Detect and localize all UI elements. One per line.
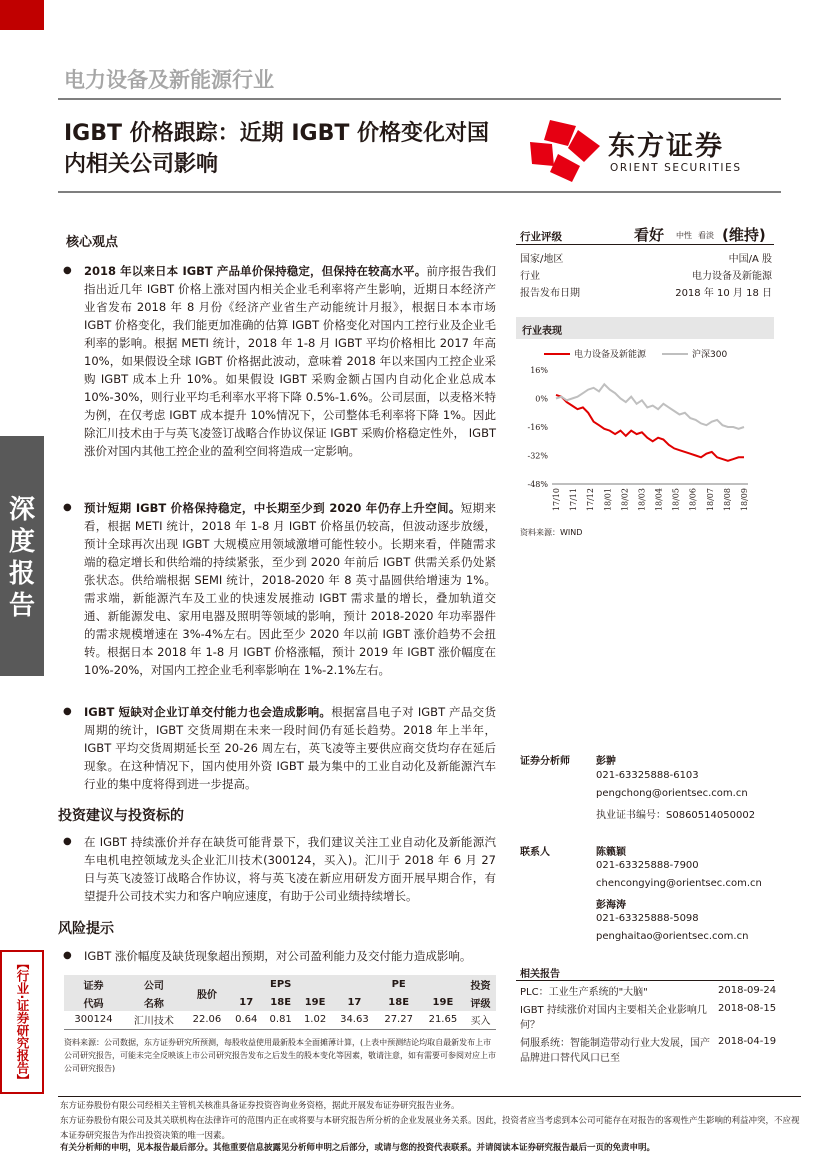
- x-tick-label: 18/05: [671, 488, 681, 512]
- th-year: 17: [229, 993, 263, 1011]
- th-pe: PE: [332, 975, 465, 993]
- y-tick-label: -32%: [527, 451, 548, 461]
- performance-source: 资料来源：WIND: [520, 528, 583, 537]
- related-item[interactable]: IGBT 持续涨价对国内主要相关企业影响几何？: [520, 1005, 707, 1031]
- bullet-body: 前序报告我们指出近几年 IGBT 价格上涨对国内相关企业毛利率将产生影响，近期日本经济产业省发布 2018 年 8 月份《经济产业省生产动能统计月报》，根据日本本市场 IGBT 价格变化，我们能更加准确的估算 IGBT 价格变化对国内工控行业及企业毛利率的影响。根据 METI 统计，2018 年 1-8 月 IGBT 平均价格相比 2017 年高 10%，如果假设全球 IGBT 价格据此波动，意味着 2018 年以来国内工控企业采购 IGBT 成本上升 10%。如果假设 IGBT 采购金额占国内自动化企业总成本 10%-30%，则行业平均毛利率水平将下降 0.5%-1.6%。公司层面，以麦格米特为例，在仅考虑 IGBT 成本提升 10%情况下，公司整体毛利率将下降 1%。因此除汇川技术由于与英飞凌签订战略合作协议保证 IGBT 采购价格稳定性外， IGBT 涨价对国内其他工控企业的盈利空间将造成一定影响。: [84, 264, 497, 458]
- logo-text-cn: 东方证券: [608, 131, 724, 162]
- rating-row-key: 国家/地区: [520, 254, 564, 265]
- analyst-name: 彭翀: [596, 756, 616, 767]
- red-corner: [0, 0, 44, 30]
- bullet-lead: 预计短期 IGBT 价格保持稳定，中长期至少到 2020 年仍存上升空间。: [84, 501, 461, 515]
- bullet-body: 根据富昌电子对 IGBT 产品交货周期的统计，IGBT 交货周期在未来一段时间仍有延长趋势。2018 年上半年，IGBT 平均交货周期延长至 20-26 周左右，英飞凌等主要供应商交货均存在延后现象。在这种情况下，国内使用外资 IGBT 最为集中的工业自动化及新能源汽车行业的集中度将得到进一步提高。: [84, 705, 496, 791]
- contact-label: 联系人: [520, 847, 550, 858]
- related-heading: 相关报告: [520, 969, 560, 980]
- cell: 27.27: [384, 1014, 413, 1026]
- bullet-body: 短期来看，根据 METI 统计，2018 年 1-8 月 IGBT 价格虽仍较高，但波动逐步放缓，预计全球再次出现 IGBT 大规模应用领域激增可能性较小。长期来看，伴随需求端的稳定增长和供给端的持续紧张，至少到 2020 年前后 IGBT 供需关系仍处紧张状态。供给端根据 SEMI 统计，2018-2020 年 8 英寸晶圆供给增速为 1%。需求端，新能源汽车及工业的快速发展推动 IGBT 需求量的增长，叠加轨道交通、新能源发电、家用电器及照明等领域的影响，预计 2018-2020 年功率器件的需求规模增速在 3%-4%左右。因此至少 2020 年以前 IGBT 涨价趋势不会扭转。根据日本 2018 年 1-8 月 IGBT 价格涨幅，预计 2019 年 IGBT 涨价幅度在 10%-20%，对国内工控企业毛利率影响在 1%-2.1%左右。: [84, 501, 497, 677]
- footer-disclaimer-1: 东方证券股份有限公司经相关主管机关核准具备证券投资咨询业务资格，据此开展发布证券研究报告业务。: [60, 1101, 460, 1111]
- th-year: 19E: [298, 993, 332, 1011]
- rating-maintain: (维持): [722, 226, 766, 244]
- cell: 21.65: [428, 1014, 458, 1026]
- analyst-cert: 执业证书编号：S0860514050002: [596, 810, 756, 821]
- legend-label: 沪深300: [692, 350, 728, 360]
- cell: 22.06: [192, 1014, 222, 1026]
- th-name: 公司: [123, 975, 185, 993]
- x-tick-label: 18/09: [740, 488, 749, 512]
- rating-scale-mid: 中性: [676, 231, 692, 240]
- rating-scale-low: 看淡: [698, 231, 714, 240]
- cell: 34.63: [340, 1014, 369, 1026]
- header-rule: [58, 98, 781, 100]
- core-bullet: [64, 499, 496, 679]
- y-tick-label: 0%: [535, 394, 548, 404]
- x-tick-label: 17/11: [569, 488, 579, 512]
- rating-row-value: 电力设备及新能源: [692, 271, 772, 282]
- bullet-icon: ●: [63, 836, 72, 847]
- y-tick-label: -48%: [527, 480, 548, 489]
- analyst-phone: 021-63325888-6103: [596, 770, 699, 781]
- th-code-2: 代码: [64, 993, 123, 1011]
- bullet-icon: ●: [63, 706, 72, 717]
- x-tick-label: 18/08: [722, 488, 732, 512]
- investment-text: 在 IGBT 持续涨价并存在缺货可能背景下，我们建议关注工业自动化及新能源汽车电机电控领域龙头企业汇川技术(300124，买入)。汇川于 2018 年 6 月 27 日与英飞凌签订战略合作协议，将与英飞凌在新应用研发方面开展早期合作，有望提升公司技术实力和客户响应速度，有助于公司业绩持续增长。: [84, 835, 496, 903]
- th-year: 17: [332, 993, 376, 1011]
- performance-header: [516, 317, 774, 339]
- logo-text-en: ORIENT SECURITIES: [610, 162, 742, 174]
- bullet-icon: ●: [63, 950, 72, 961]
- x-tick-label: 18/03: [637, 488, 647, 512]
- footer-disclaimer-2: 东方证券股份有限公司及其关联机构在法律许可的范围内正在或将要与本研究报告所分析的企业发展业务关系。因此，投资者应当考虑到本公司可能存在对报告的客观性产生影响的利益冲突，不应视本证券研究报告为作出投资决策的唯一因素。: [60, 1116, 800, 1141]
- x-tick-label: 18/07: [705, 488, 715, 512]
- investment-bullet: [64, 833, 496, 905]
- contact-name: 彭海涛: [596, 900, 626, 911]
- bullet-lead: 2018 年以来日本 IGBT 产品单价保持稳定，但保持在较高水平。: [84, 264, 427, 278]
- related-date: 2018-08-15: [718, 1003, 777, 1014]
- cell: 0.81: [269, 1014, 292, 1026]
- analyst-email[interactable]: pengchong@orientsec.com.cn: [596, 788, 748, 799]
- core-bullet: [64, 262, 496, 460]
- core-view-heading: 核心观点: [66, 235, 119, 250]
- rating-value: 看好: [634, 226, 665, 244]
- cell: 买入: [470, 1016, 491, 1028]
- th-rating-2: 评级: [465, 993, 496, 1011]
- table-row: [64, 1011, 496, 1029]
- x-tick-label: 18/04: [654, 488, 664, 512]
- related-date: 2018-04-19: [718, 1036, 777, 1047]
- side-label-deep-report: 深度报告: [0, 436, 44, 676]
- industry-name: 电力设备及新能源行业: [64, 68, 274, 92]
- rating-row-value: 中国/A 股: [728, 254, 772, 265]
- investment-heading: 投资建议与投资标的: [58, 808, 184, 824]
- th-code: 证券: [64, 975, 123, 993]
- bullet-lead: IGBT 短缺对企业订单交付能力也会造成影响。: [84, 705, 332, 719]
- risk-text: IGBT 涨价幅度及缺货现象超出预期，对公司盈利能力及交付能力造成影响。: [84, 949, 472, 963]
- x-tick-label: 18/01: [603, 488, 613, 512]
- related-item[interactable]: PLC：工业生产系统的"大脑": [520, 987, 648, 998]
- y-tick-label: -16%: [527, 423, 548, 432]
- rating-row-key: 行业: [520, 271, 540, 282]
- rating-row-key: 报告发布日期: [520, 288, 580, 299]
- cell: 汇川技术: [133, 1016, 174, 1028]
- performance-heading: 行业表现: [522, 326, 562, 337]
- related-item[interactable]: 伺服系统：智能制造带动行业大发展，国产品牌进口替代风口已至: [520, 1038, 710, 1064]
- series-line-csi300: [556, 384, 744, 429]
- related-date: 2018-09-24: [718, 985, 777, 996]
- x-tick-label: 18/02: [620, 488, 630, 512]
- y-tick-label: 16%: [530, 366, 548, 375]
- th-year: 18E: [377, 993, 421, 1011]
- footer-rule: [58, 1096, 801, 1097]
- bullet-icon: ●: [63, 502, 72, 513]
- estimates-table: [64, 975, 496, 1030]
- risk-heading: 风险提示: [58, 921, 114, 937]
- contact-phone: 021-63325888-7900: [596, 860, 699, 871]
- related-rule: [516, 980, 774, 981]
- x-tick-label: 18/06: [688, 488, 698, 512]
- x-tick-label: 17/10: [552, 488, 561, 512]
- contact-phone: 021-63325888-5098: [596, 913, 699, 924]
- th-price: 股价: [185, 975, 229, 1011]
- report-title: IGBT 价格跟踪：近期 IGBT 价格变化对国内相关公司影响: [64, 121, 490, 177]
- bullet-icon: ●: [63, 265, 72, 276]
- core-bullet: [64, 703, 496, 793]
- analyst-label: 证券分析师: [520, 756, 570, 767]
- cell: 300124: [74, 1014, 113, 1026]
- th-eps: EPS: [229, 975, 332, 993]
- th-year: 18E: [263, 993, 297, 1011]
- footer-notice: 有关分析师的申明，见本报告最后部分。其他重要信息披露见分析师申明之后部分，或请与您的投资代表联系。并请阅读本证券研究报告最后一页的免责申明。: [60, 1143, 656, 1153]
- orient-logo-icon: [528, 120, 600, 182]
- title-rule: [58, 191, 781, 193]
- side-label-report-type: 【行业·证券研究报告】: [0, 950, 44, 1094]
- rating-label: 行业评级: [520, 231, 562, 243]
- contact-email[interactable]: chencongying@orientsec.com.cn: [596, 878, 762, 889]
- rating-rule: [516, 244, 774, 245]
- risk-bullet: [64, 947, 496, 965]
- x-tick-label: 17/12: [586, 488, 596, 512]
- th-year: 19E: [421, 993, 465, 1011]
- cell: 0.64: [235, 1014, 258, 1026]
- contact-name: 陈籁颖: [596, 847, 626, 858]
- contact-email[interactable]: penghaitao@orientsec.com.cn: [596, 931, 749, 942]
- performance-chart: [516, 342, 778, 522]
- th-rating: 投资: [465, 975, 496, 993]
- rating-row-value: 2018 年 10 月 18 日: [675, 288, 772, 299]
- cell: 1.02: [303, 1014, 327, 1026]
- th-name-2: 名称: [123, 993, 185, 1011]
- table-note: 资料来源：公司数据，东方证券研究所预测，每股收益使用最新股本全面摊薄计算，(上表中预测结论均取自最新发布上市公司研究报告，可能未完全反映该上市公司研究报告发布之后发生的股本变化等因素，敬请注意，如有需要可参阅对应上市公司研究报告): [64, 1038, 496, 1073]
- legend-label: 电力设备及新能源: [574, 350, 647, 360]
- series-line-power-equipment: [556, 395, 744, 461]
